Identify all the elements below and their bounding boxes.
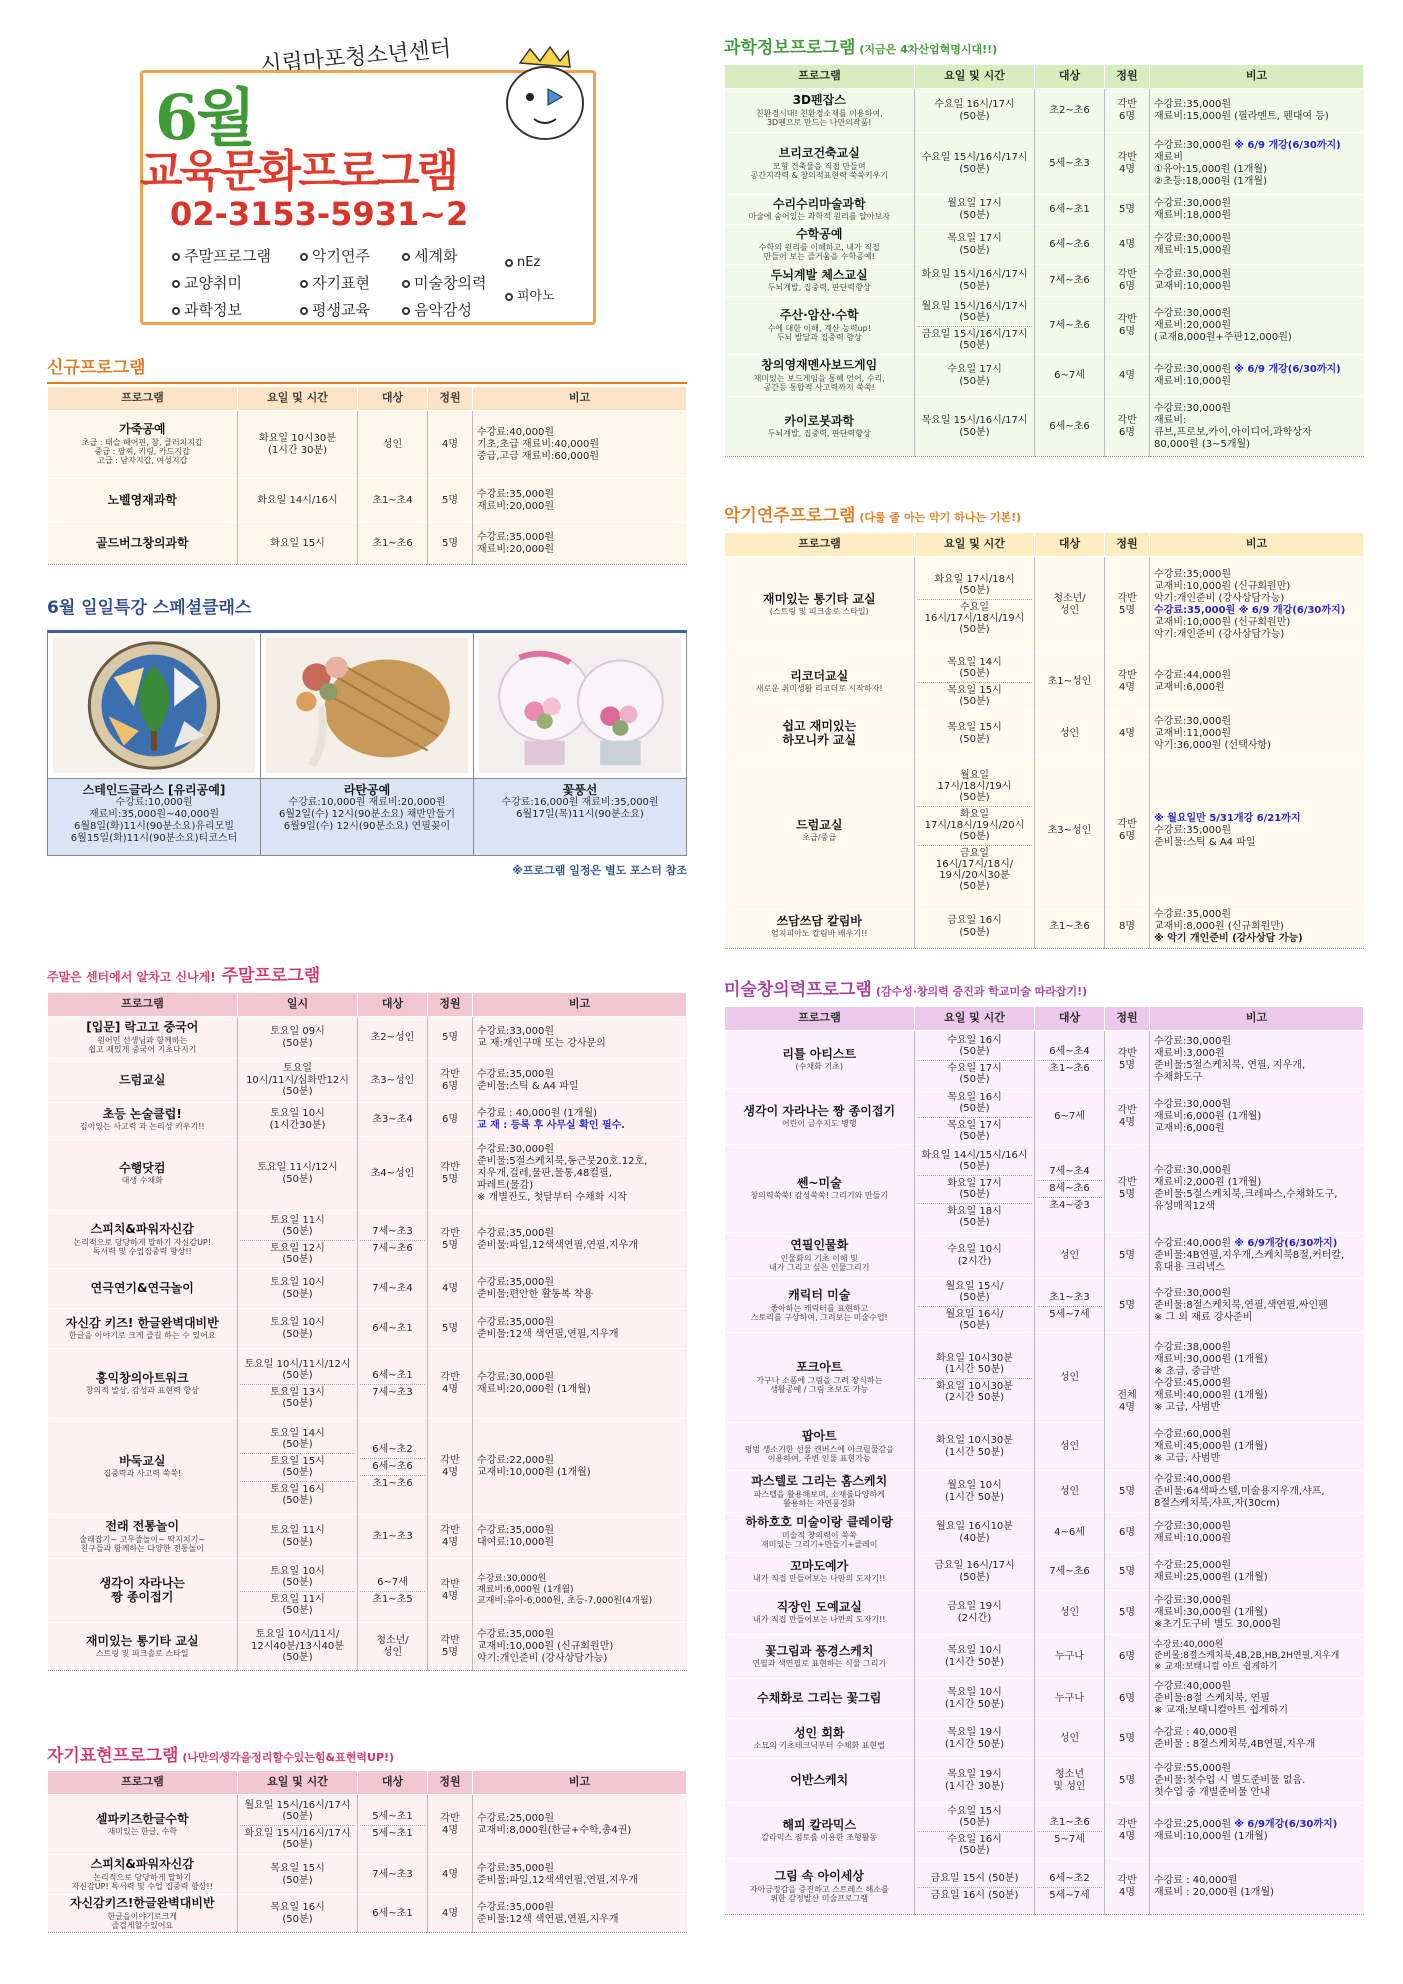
selfexp-table: 프로그램 요일 및 시간 대상 정원 비고 셀파키즈한글수학 재미있는 한글, 수학 월요일 15시/16시/17시 (50분) 화요일 15시/16시/17시 (50분) 5세~초1 5세~초1 각반 4명 수강료:25,000원 교재비:8,000원(한글+수학,총4권) 스피치&파워자신감 논리적으로 당당하게 말하기 자신감UP! 독서력 및 수업 집중력 향상!! 목요일 15시 (50분) 7세~초3 4명 수강료:35,000원 준비물:파일,12색색연필,연필,지우개 자신감키즈!한글완벽대비반 한글을이야기로크게 즐겁게할수있어요 목요일 16시 (50분) 6세~초1 4명 수강료:35,000원 준비물:12색 색연필,연필,지우개: [47, 1770, 687, 1933]
table-row: 그림 속 아이세상 자아긍정감을 증진하고 스트레스 해소를 위한 감정발산 미술프로그램 금요일 15시 (50분) 금요일 16시 (50분) 6세~초2 5세~7세 각반 4명 수강료 : 40,000원 재료비 : 20,000원 (1개월): [725, 1859, 1364, 1915]
logo-phone: 02-3153-5931~2: [170, 195, 469, 233]
table-row: 브리코건축교실 모형 건축물을 직접 만들며 공간지각력 & 창의적표현력 쑥쑥키우기 수요일 15시/16시/17시 (50분) 5세~초3 각반 4명 수강료:30,000원 ※ 6/9 개강(6/30까지) 재료비 ①유아:15,000원 (1개월) ②초등:18,000원 (1개월): [725, 133, 1364, 195]
table-row: 포크아트 가구나 소품에 그림을 그려 장식하는 생활공예 / 그림 초보도 가능 화요일 10시30분 (1시간 50분) 화요일 10시30분 (2시간 50분) 성인 전체 4명 수강료:38,000원 재료비:30,000원 (1개월) ※ 초급, 중급반 수강료:45,000원 재료비:40,000원 (1개월) ※ 고급, 사범반: [725, 1333, 1364, 1423]
special-item-stained-glass: 스테인드글라스 [유리공예] 수강료:10,000원 재료비:35,000원~40,000원 6월8일(화)11시(90분소요)유리모빌 6월15일(화)11시(90분소요)티코스터: [48, 779, 261, 855]
table-row: 바둑교실 집중력과 사고력 쑥쑥! 토요일 14시 (50분) 토요일 15시 (50분) 토요일 16시 (50분) 6세~초2 6세~초6 초1~초6 각반 4명 수강료:22,000원 교재비:10,000원 (1개월): [48, 1419, 687, 1515]
cat-global: 세계화: [402, 245, 457, 266]
logo-month: 6월: [155, 81, 255, 154]
new-table: 프로그램 요일 및 시간 대상 정원 비고 가죽공예 초급 : 태슬 헤어핀, 참, 클러치지갑 중급 : 팔찌, 키링, 카드지갑 고급 : 남자지갑, 여성지갑 화요일 10시30분 (1시간 30분) 성인 4명 수강료:40,000원 기초,초급 재료비:40,000원 중급,고급 재료비:60,000원 노벨영재과학 화요일 14시/16시 초1~초4 5명 수강료:35,000원 재료비:20,000원 골드버그창의과학 화요일 15시 초1~초6 5명 수강료:35,000원 재료비:20,000원: [47, 386, 687, 565]
cat-nez: nEz: [505, 255, 540, 270]
table-row: 드럼교실 토요일 10시/11시/심화반12시 (50분) 초3~성인 각반 6명 수강료:35,000원 준비물:스틱 & A4 파일: [48, 1059, 687, 1103]
table-row: 리코더교실 새로운 취미생활 리코더로 시작하자! 목요일 14시 (50분) 목요일 15시 (50분) 초1~성인 각반 4명 수강료:44,000원 교재비:6,000원: [725, 653, 1364, 711]
table-row: 수행닷컴 대생 수채화 토요일 11시/12시 (50분) 초4~성인 각반 5명 수강료:30,000원 준비물:5절스케치북,동근붓20호.12호, 지우개,걸레,물판,물통,48컬필, 파레트(물감) ※ 개별진도, 첫달부터 수채화 시작: [48, 1137, 687, 1211]
special-photo-stained-glass: [48, 633, 261, 778]
cat-science: 과학정보: [172, 299, 242, 320]
cat-culture: 교양취미: [172, 272, 242, 293]
table-row: 쓰담쓰담 칼림바 엄지피아노 칼림바 배우기!! 금요일 16시 (50분) 초1~초6 8명 수강료:35,000원 교재비:8,000원 (신규회원만) ※ 악기 개인준비 (강사상담 가능): [725, 905, 1364, 949]
logo-title: 교육문화프로그램: [140, 146, 457, 197]
table-row: 파스텔로 그리는 홈스케치 파스텔을 활용해보며, 소재를다양하게 활용하는 자연풍경화 월요일 10시 (1시간 50분) 성인 5명 수강료:40,000원 준비물:64색파스텔,미술용지우개,샤프, 8절스케치북,샤프,자(30cm): [725, 1471, 1364, 1513]
cat-art: 미술창의력: [402, 272, 486, 293]
special-item-flower-balloon: 꽃풍선 수강료:16,000원 재료비:35,000원 6월17일(목)11시(90분소요): [501, 783, 659, 821]
new-title: 신규프로그램: [47, 358, 146, 378]
table-row: 쎈~미술 창의력쑥쑥! 감성쑥쑥! 그리기와 만들기 화요일 14시/15시/16시 (50분) 화요일 17시 (50분) 화요일 18시 (50분) 7세~초4 8세~초6 초4~중3 각반 5명 수강료:30,000원 재료비:2,000원 (1개월) 준비물:5절스케치북,크레파스,수채화도구, 유성매직12색: [725, 1145, 1364, 1233]
logo-block: [130, 30, 600, 330]
table-row: 직장인 도예교실 내가 직접 만들어보는 나만의 도자기!! 금요일 19시 (2시간) 성인 5명 수강료:30,000원 재료비:30,000원 (1개월) ※초기도구비 별도 30,000원: [725, 1591, 1364, 1635]
table-row: 꽃그림과 풍경스케치 연필과 색연필로 표현하는 식물 그리기 목요일 10시 (1시간 50분) 누구나 6명 수강료:40,000원 준비물:8절스케치북,4B,2B,HB,2H연필,지우개 ※ 교재:보태니컬 아트 쉽게하기: [725, 1635, 1364, 1679]
table-row: 스피치&파워자신감 논리적으로 당당하게 말하기 자신감UP! 독서력 및 수업집중력 향상!! 토요일 11시 (50분) 토요일 12시 (50분) 7세~초3 7세~초6 각반 5명 수강료:35,000원 준비물:파일,12색색연필,연필,지우개: [48, 1211, 687, 1269]
table-row: 두뇌계발 체스교실 두뇌계발, 집중력, 판단력향상 화요일 15시/16시/17시 (50분) 7세~초6 각반 6명 수강료:30,000원 교재비:10,000원: [725, 265, 1364, 297]
table-row: 드럼교실 초급/중급 월요일 17시/18시/19시 (50분) 화요일 17시/18시/19시/20시 (50분) 금요일 16시/17시/18시/ 19시/20시30분 (50분) 초3~성인 각반 6명 ※ 월요일만 5/31개강 6/21까지 수강료:35,000원 준비물:스틱 & A4 파일: [725, 757, 1364, 905]
cat-selfexp: 자기표현: [300, 272, 370, 293]
table-row: 스피치&파워자신감 논리적으로 당당하게 말하기 자신감UP! 독서력 및 수업 집중력 향상!! 목요일 15시 (50분) 7세~초3 4명 수강료:35,000원 준비물:파일,12색색연필,연필,지우개: [48, 1855, 687, 1895]
right-column: [702, 0, 1402, 1984]
table-row: 수채화로 그리는 꽃그림 목요일 10시 (1시간 50분) 누구나 6명 수강료:40,000원 준비물:8절 스케치북, 연필 ※ 교재:보태니컬아트 쉽게하기: [725, 1679, 1364, 1719]
music-title: 악기연주프로그램 (다룰 줄 아는 악기 하나는 기본!): [724, 506, 1022, 526]
table-row: 수학공예 수학의 원리를 이해하고, 내가 직접 만들어 보는 즐거움을 수학공예! 목요일 17시 (50분) 6세~초6 4명 수강료:30,000원 재료비:15,000원: [725, 225, 1364, 265]
science-table: 프로그램 요일 및 시간 대상 정원 비고 3D펜잡스 친환경시대! 친환경소재를 이용하여, 3D펜으로 만드는 나만의작품! 수요일 16시/17시 (50분) 초2~초6 각반 6명 수강료:35,000원 재료비:15,000원 (필라멘트, 펜대여 등) 브리코건축교실 모형 건축물을 직접 만들며 공간지각력 & 창의적표현력 쑥쑥키우기 수요일 15시/16시/17시 (50분) 5세~초3 각반 4명 수강료:30,000원 ※ 6/9 개강(6/30까지) 재료비 ①유아:15,000원 (1개월) ②초등:18,000원 (1개월) 수리수리마술과학 마술에 숨어있는 과학적 원리를 알아보자 월요일 17시 (50분) 6세~초1 5명 수강료:30,000원 재료비:18,000원 수학공예 수학의 원리를 이해하고, 내가 직접 만들어 보는 즐거움을 수학공예! 목요일 17시 (50분) 6세~초6 4명 수강료:30,000원 재료비:15,000원 두뇌계발 체스교실 두뇌계발, 집중력, 판단력향상 화요일 15시/16시/17시 (50분) 7세~초6 각반 6명 수강료:30,000원 교재비:10,000원 주산·암산·수학 수에 대한 이해, 계산 능력up! 두뇌 발달과 집중력 향상 월요일 15시/16시/17시 (50분) 금요일 15시/16시/17시 (50분) 7세~초6 각반 6명 수강료:30,000원 재료비:20,000원 (교재8,000원+주판12,000원) 창의영재멘사보드게임 재미있는 보드게임을 통해 언어, 수리, 공간등 통합적 사고력까지 쑥쑥! 수요일 17시 (50분) 6~7세 4명 수강료:30,000원 ※ 6/9 개강(6/30까지) 재료비:10,000원 카이로봇과학 두뇌계발, 집중력, 판단력향상 목요일 15시/16시/17시 (50분) 6세~초6 각반 6명 수강료:30,000원 재료비: 큐브,프로보,카이,아이디어,과학상자 80,000원 (3~5개월): [724, 64, 1364, 457]
table-row: 생각이 자라나는 짱 종이접기 어린이 금수지도 병행 목요일 16시 (50분) 목요일 17시 (50분) 6~7세 각반 4명 수강료:30,000원 재료비:6,000원 (1개월) 교재비:6,000원: [725, 1089, 1364, 1145]
table-row: 3D펜잡스 친환경시대! 친환경소재를 이용하여, 3D펜으로 만드는 나만의작품! 수요일 16시/17시 (50분) 초2~초6 각반 6명 수강료:35,000원 재료비:15,000원 (필라멘트, 펜대여 등): [725, 89, 1364, 133]
table-row: 리틀 아티스트 (수채화 기초) 수요일 16시 (50분) 수요일 17시 (50분) 6세~초4 초1~초6 각반 5명 수강료:30,000원 재료비:3,000원 준비물:5절스케치북, 연필, 지우개, 수채화도구: [725, 1031, 1364, 1089]
table-row: 재미있는 통기타 교실 스트링 및 피크솔로 스타일 토요일 10시/11시/ 12시40분/13시40분 (50분) 청소년/ 성인 각반 5명 수강료:35,000원 교재비:10,000원 (신규회원만) 악기:개인준비 (강사상담가능): [48, 1623, 687, 1671]
table-row: 수리수리마술과학 마술에 숨어있는 과학적 원리를 알아보자 월요일 17시 (50분) 6세~초1 5명 수강료:30,000원 재료비:18,000원: [725, 195, 1364, 225]
table-row: 해피 칼라믹스 칼라믹스 점토를 이용한 조형활동 수요일 15시 (50분) 수요일 16시 (50분) 초1~초6 5~7세 각반 4명 수강료:25,000원 ※ 6/9개강(6/30까지) 재료비:10,000원 (1개월): [725, 1803, 1364, 1859]
table-row: [입문] 락고고 중국어 원어민 선생님과 함께하는 쉽고 재밌게 중국어 기초다지기 토요일 09시 (50분) 초2~성인 5명 수강료:33,000원 교 재:개인구매 또는 강사문의: [48, 1017, 687, 1059]
rattan-image: [266, 638, 468, 773]
art-table: 프로그램 요일 및 시간 대상 정원 비고 리틀 아티스트 (수채화 기초) 수요일 16시 (50분) 수요일 17시 (50분) 6세~초4 초1~초6 각반 5명 수강료:30,000원 재료비:3,000원 준비물:5절스케치북, 연필, 지우개, 수채화도구 생각이 자라나는 짱 종이접기 어린이 금수지도 병행 목요일 16시 (50분) 목요일 17시 (50분) 6~7세 각반 4명 수강료:30,000원 재료비:6,000원 (1개월) 교재비:6,000원 쎈~미술 창의력쑥쑥! 감성쑥쑥! 그리기와 만들기 화요일 14시/15시/16시 (50분) 화요일 17시 (50분) 화요일 18시 (50분) 7세~초4 8세~초6 초4~중3 각반 5명 수강료:30,000원 재료비:2,000원 (1개월) 준비물:5절스케치북,크레파스,수채화도구, 유성매직12색 연필인물화 인물화의 기초 이해 및 내가 그리고 싶은 인물그리기 수요일 10시 (2시간) 성인 5명 수강료:40,000원 ※ 6/9개강(6/30까지) 준비물:4B연필,지우개,스케치북8절,커터칼, 휴대용 크리넥스 캐릭터 미술 좋아하는 캐릭터를 표현하고 스토리를 구상하여, 그려보는 미술수업! 월요일 15시/ (50분) 월요일 16시/ (50분) 초1~초3 5세~7세 5명 수강료:30,000원 준비물:8절스케치북,연필,색연필,싸인펜 ※ 그 외 재료 강사준비 포크아트 가구나 소품에 그림을 그려 장식하는 생활공예 / 그림 초보도 가능 화요일 10시30분 (1시간 50분) 화요일 10시30분 (2시간 50분) 성인 전체 4명 수강료:38,000원 재료비:30,000원 (1개월) ※ 초급, 중급반 수강료:45,000원 재료비:40,000원 (1개월) ※ 고급, 사범반 팝아트 평범 생소기한 선물 캔버스에 아크릴물감을 이용하여, 주변 인물 표현가능 화요일 10시30분 (1시간 50분) 성인 수강료:60,000원 재료비:45,000원 (1개월) ※ 고급, 사범반 파스텔로 그리는 홈스케치 파스텔을 활용해보며, 소재를다양하게 활용하는 자연풍경화 월요일 10시 (1시간 50분) 성인 5명 수강료:40,000원 준비물:64색파스텔,미술용지우개,샤프, 8절스케치북,샤프,자(30cm) 하하호호 미술이랑 클레이랑 미술적 창의력이 쑥쑥 재미있는 그리기+만들기+클레이 월요일 16시10분 (40분) 4~6세 6명 수강료:30,000원 재료비:10,000원 꼬마도예가 내가 직접 만들어보는 나만의 도자기!! 금요일 16시/17시 (50분) 7세~초6 5명 수강료:25,000원 재료비:25,000원 (1개월) 직장인 도예교실 내가 직접 만들어보는 나만의 도자기!! 금요일 19시 (2시간) 성인 5명 수강료:30,000원 재료비:30,000원 (1개월) ※초기도구비 별도 30,000원 꽃그림과 풍경스케치 연필과 색연필로 표현하는 식물 그리기 목요일 10시 (1시간 50분) 누구나 6명 수강료:40,000원 준비물:8절스케치북,4B,2B,HB,2H연필,지우개 ※ 교재:보태니컬 아트 쉽게하기 수채화로 그리는 꽃그림 목요일 10시 (1시간 50분) 누구나 6명 수강료:40,000원 준비물:8절 스케치북, 연필 ※ 교재:보태니컬아트 쉽게하기 성인 회화 소묘의 기초테크닉부터 수채화 표현법 목요일 19시 (1시간 50분) 성인 5명 수강료 : 40,000원 준비물 : 8절스케치북,4B연필,지우개 어반스케치 목요일 19시 (1시간 30분) 청소년 및 성인 5명 수강료:55,000원 준비물:첫수업 시 별도준비물 없음. 첫수업 중 개별준비물 안내 해피 칼라믹스 칼라믹스 점토를 이용한 조형활동 수요일 15시 (50분) 수요일 16시 (50분) 초1~초6 5~7세 각반 4명 수강료:25,000원 ※ 6/9개강(6/30까지) 재료비:10,000원 (1개월) 그림 속 아이세상 자아긍정감을 증진하고 스트레스 해소를 위한 감정발산 미술프로그램 금요일 15시 (50분) 금요일 16시 (50분) 6세~초2 5세~7세 각반 4명 수강료 : 40,000원 재료비 : 20,000원 (1개월): [724, 1006, 1364, 1915]
table-row: 홍익창의아트워크 창의적 발상, 감성과 표현력 향상 토요일 10시/11시/12시 (50분) 토요일 13시 (50분) 6세~초1 7세~초3 각반 4명 수강료:30,000원 재료비:20,000원 (1개월): [48, 1349, 687, 1419]
special-item-rattan: 라탄공예 수강료:10,000원 재료비:20,000원 6월2일(수) 12시(90분소요) 채반만들기 6월9일(수) 12시(90분소요) 연필꽂이: [261, 779, 474, 855]
table-row: 연극연기&연극놀이 토요일 10시 (50분) 7세~초4 4명 수강료:35,000원 준비물:편안한 활동복 착용: [48, 1269, 687, 1309]
table-row: 팝아트 평범 생소기한 선물 캔버스에 아크릴물감을 이용하여, 주변 인물 표현가능 화요일 10시30분 (1시간 50분) 성인 수강료:60,000원 재료비:45,000원 (1개월) ※ 고급, 사범반: [725, 1423, 1364, 1471]
table-row: 초등 논술클럽! 깊이있는 사고력 과 논리성 키우기!! 토요일 10시 (1시간30분) 초3~초4 6명 수강료 : 40,000원 (1개월) 교 재 : 등록 후 사무실 확인 필수.: [48, 1103, 687, 1137]
cat-weekend: 주말프로그램: [172, 245, 271, 266]
cat-instrument: 악기연주: [300, 245, 370, 266]
special-photo-rattan: [261, 633, 474, 778]
table-row: 노벨영재과학 화요일 14시/16시 초1~초4 5명 수강료:35,000원 재료비:20,000원: [48, 479, 687, 523]
table-row: 캐릭터 미술 좋아하는 캐릭터를 표현하고 스토리를 구상하여, 그려보는 미술수업! 월요일 15시/ (50분) 월요일 16시/ (50분) 초1~초3 5세~7세 5명 수강료:30,000원 준비물:8절스케치북,연필,색연필,싸인펜 ※ 그 외 재료 강사준비: [725, 1279, 1364, 1333]
special-classes: [47, 630, 687, 878]
center-name: 시립마포청소년센터: [259, 36, 453, 79]
weekend-title: 주말은 센터에서 알차고 신나게! 주말프로그램: [47, 966, 321, 986]
special-photo-flower-balloon: [474, 633, 686, 778]
table-row: 전래 전통놀이 술래잡기~ 고무줄놀이~ 딱지치기~ 친구들과 함께하는 다양한 전통놀이 토요일 11시 (50분) 초1~초3 각반 4명 수강료:35,000원 대여료:10,000원: [48, 1515, 687, 1559]
table-row: 셀파키즈한글수학 재미있는 한글, 수학 월요일 15시/16시/17시 (50분) 화요일 15시/16시/17시 (50분) 5세~초1 5세~초1 각반 4명 수강료:25,000원 교재비:8,000원(한글+수학,총4권): [48, 1795, 687, 1855]
stained-glass-image: [53, 638, 255, 773]
special-note: ※프로그램 일정은 별도 포스터 참조: [512, 864, 687, 877]
cat-lifelong: 평생교육: [300, 299, 370, 320]
music-table: 프로그램 요일 및 시간 대상 정원 비고 재미있는 통기타 교실 (스트링 및 피크솔로 스타일) 화요일 17시/18시 (50분) 수요일 16시/17시/18시/19시 (50분) 청소년/ 성인 각반 5명 수강료:35,000원 교재비:10,000원 (신규회원만) 악기:개인준비 (강사상담가능) 수강료:35,000원 ※ 6/9 개강(6/30까지) 교재비:10,000원 (신규회원만) 악기:개인준비 (강사상담가능) 리코더교실 새로운 취미생활 리코더로 시작하자! 목요일 14시 (50분) 목요일 15시 (50분) 초1~성인 각반 4명 수강료:44,000원 교재비:6,000원 쉽고 재미있는 하모니카 교실 목요일 15시 (50분) 성인 4명 수강료:30,000원 교재비:11,000원 악기:36,000원 (선택사항) 드럼교실 초급/중급 월요일 17시/18시/19시 (50분) 화요일 17시/18시/19시/20시 (50분) 금요일 16시/17시/18시/ 19시/20시30분 (50분) 초3~성인 각반 6명 ※ 월요일만 5/31개강 6/21까지 수강료:35,000원 준비물:스틱 & A4 파일 쓰담쓰담 칼림바 엄지피아노 칼림바 배우기!! 금요일 16시 (50분) 초1~초6 8명 수강료:35,000원 교재비:8,000원 (신규회원만) ※ 악기 개인준비 (강사상담 가능): [724, 532, 1364, 949]
cat-piano: 피아노: [505, 285, 555, 304]
table-row: 하하호호 미술이랑 클레이랑 미술적 창의력이 쑥쑥 재미있는 그리기+만들기+클레이 월요일 16시10분 (40분) 4~6세 6명 수강료:30,000원 재료비:10,000원: [725, 1513, 1364, 1553]
science-title: 과학정보프로그램 (지금은 4차산업혁명시대!!): [724, 38, 998, 58]
table-row: 가죽공예 초급 : 태슬 헤어핀, 참, 클러치지갑 중급 : 팔찌, 키링, 카드지갑 고급 : 남자지갑, 여성지갑 화요일 10시30분 (1시간 30분) 성인 4명 수강료:40,000원 기초,초급 재료비:40,000원 중급,고급 재료비:60,000원: [48, 411, 687, 479]
table-row: 자신감키즈!한글완벽대비반 한글을이야기로크게 즐겁게할수있어요 목요일 16시 (50분) 6세~초1 4명 수강료:35,000원 준비물:12색 색연필,연필,지우개: [48, 1895, 687, 1933]
table-row: 어반스케치 목요일 19시 (1시간 30분) 청소년 및 성인 5명 수강료:55,000원 준비물:첫수업 시 별도준비물 없음. 첫수업 중 개별준비물 안내: [725, 1759, 1364, 1803]
table-row: 창의영재멘사보드게임 재미있는 보드게임을 통해 언어, 수리, 공간등 통합적 사고력까지 쑥쑥! 수요일 17시 (50분) 6~7세 4명 수강료:30,000원 ※ 6/9 개강(6/30까지) 재료비:10,000원: [725, 355, 1364, 397]
left-column: [0, 0, 700, 1984]
table-row: 연필인물화 인물화의 기초 이해 및 내가 그리고 싶은 인물그리기 수요일 10시 (2시간) 성인 5명 수강료:40,000원 ※ 6/9개강(6/30까지) 준비물:4B연필,지우개,스케치북8절,커터칼, 휴대용 크리넥스: [725, 1233, 1364, 1279]
cat-music: 음악감성: [402, 299, 472, 320]
mascot-face-icon: [500, 45, 590, 145]
weekend-table: 프로그램 일시 대상 정원 비고 [입문] 락고고 중국어 원어민 선생님과 함께하는 쉽고 재밌게 중국어 기초다지기 토요일 09시 (50분) 초2~성인 5명 수강료:33,000원 교 재:개인구매 또는 강사문의 드럼교실 토요일 10시/11시/심화반12시 (50분) 초3~성인 각반 6명 수강료:35,000원 준비물:스틱 & A4 파일 초등 논술클럽! 깊이있는 사고력 과 논리성 키우기!! 토요일 10시 (1시간30분) 초3~초4 6명 수강료 : 40,000원 (1개월) 교 재 : 등록 후 사무실 확인 필수. 수행닷컴 대생 수채화 토요일 11시/12시 (50분) 초4~성인 각반 5명 수강료:30,000원 준비물:5절스케치북,동근붓20호.12호, 지우개,걸레,물판,물통,48컬필, 파레트(물감) ※ 개별진도, 첫달부터 수채화 시작 스피치&파워자신감 논리적으로 당당하게 말하기 자신감UP! 독서력 및 수업집중력 향상!! 토요일 11시 (50분) 토요일 12시 (50분) 7세~초3 7세~초6 각반 5명 수강료:35,000원 준비물:파일,12색색연필,연필,지우개 연극연기&연극놀이 토요일 10시 (50분) 7세~초4 4명 수강료:35,000원 준비물:편안한 활동복 착용 자신감 키즈! 한글완벽대비반 한글을 이야기로 크게 즐길 하는 수 있어요 토요일 10시 (50분) 6세~초1 5명 수강료:35,000원 준비물:12색 색연필,연필,지우개 홍익창의아트워크 창의적 발상, 감성과 표현력 향상 토요일 10시/11시/12시 (50분) 토요일 13시 (50분) 6세~초1 7세~초3 각반 4명 수강료:30,000원 재료비:20,000원 (1개월) 바둑교실 집중력과 사고력 쑥쑥! 토요일 14시 (50분) 토요일 15시 (50분) 토요일 16시 (50분) 6세~초2 6세~초6 초1~초6 각반 4명 수강료:22,000원 교재비:10,000원 (1개월) 전래 전통놀이 술래잡기~ 고무줄놀이~ 딱지치기~ 친구들과 함께하는 다양한 전통놀이 토요일 11시 (50분) 초1~초3 각반 4명 수강료:35,000원 대여료:10,000원 생각이 자라나는 짱 종이접기 토요일 10시 (50분) 토요일 11시 (50분) 6~7세 초1~초5 각반 4명 수강료:30,000원 재료비:6,000원 (1개월) 교재비:유아-6,000원, 초등-7,000원(4개월) 재미있는 통기타 교실 스트링 및 피크솔로 스타일 토요일 10시/11시/ 12시40분/13시40분 (50분) 청소년/ 성인 각반 5명 수강료:35,000원 교재비:10,000원 (신규회원만) 악기:개인준비 (강사상담가능): [47, 992, 687, 1671]
table-row: 주산·암산·수학 수에 대한 이해, 계산 능력up! 두뇌 발달과 집중력 향상 월요일 15시/16시/17시 (50분) 금요일 15시/16시/17시 (50분) 7세~초6 각반 6명 수강료:30,000원 재료비:20,000원 (교재8,000원+주판12,000원): [725, 297, 1364, 355]
table-row: 쉽고 재미있는 하모니카 교실 목요일 15시 (50분) 성인 4명 수강료:30,000원 교재비:11,000원 악기:36,000원 (선택사항): [725, 711, 1364, 757]
flower-balloon-image: [479, 638, 681, 773]
table-row: 성인 회화 소묘의 기초테크닉부터 수채화 표현법 목요일 19시 (1시간 50분) 성인 5명 수강료 : 40,000원 준비물 : 8절스케치북,4B연필,지우개: [725, 1719, 1364, 1759]
selfexp-title: 자기표현프로그램 (나만의생각을정리할수있는힘&표현력UP!): [47, 1746, 395, 1766]
art-title: 미술창의력프로그램 (감수성·창의력 증진과 학교미술 따라잡기!): [724, 980, 1088, 1000]
table-row: 골드버그창의과학 화요일 15시 초1~초6 5명 수강료:35,000원 재료비:20,000원: [48, 523, 687, 565]
table-row: 카이로봇과학 두뇌계발, 집중력, 판단력향상 목요일 15시/16시/17시 (50분) 6세~초6 각반 6명 수강료:30,000원 재료비: 큐브,프로보,카이,아이디어,과학상자 80,000원 (3~5개월): [725, 397, 1364, 457]
table-row: 자신감 키즈! 한글완벽대비반 한글을 이야기로 크게 즐길 하는 수 있어요 토요일 10시 (50분) 6세~초1 5명 수강료:35,000원 준비물:12색 색연필,연필,지우개: [48, 1309, 687, 1349]
table-row: 생각이 자라나는 짱 종이접기 토요일 10시 (50분) 토요일 11시 (50분) 6~7세 초1~초5 각반 4명 수강료:30,000원 재료비:6,000원 (1개월) 교재비:유아-6,000원, 초등-7,000원(4개월): [48, 1559, 687, 1623]
table-row: 꼬마도예가 내가 직접 만들어보는 나만의 도자기!! 금요일 16시/17시 (50분) 7세~초6 5명 수강료:25,000원 재료비:25,000원 (1개월): [725, 1553, 1364, 1591]
special-title: 6월 일일특강 스페셜클래스: [47, 598, 252, 618]
table-row: 재미있는 통기타 교실 (스트링 및 피크솔로 스타일) 화요일 17시/18시 (50분) 수요일 16시/17시/18시/19시 (50분) 청소년/ 성인 각반 5명 수강료:35,000원 교재비:10,000원 (신규회원만) 악기:개인준비 (강사상담가능) 수강료:35,000원 ※ 6/9 개강(6/30까지) 교재비:10,000원 (신규회원만) 악기:개인준비 (강사상담가능): [725, 557, 1364, 653]
